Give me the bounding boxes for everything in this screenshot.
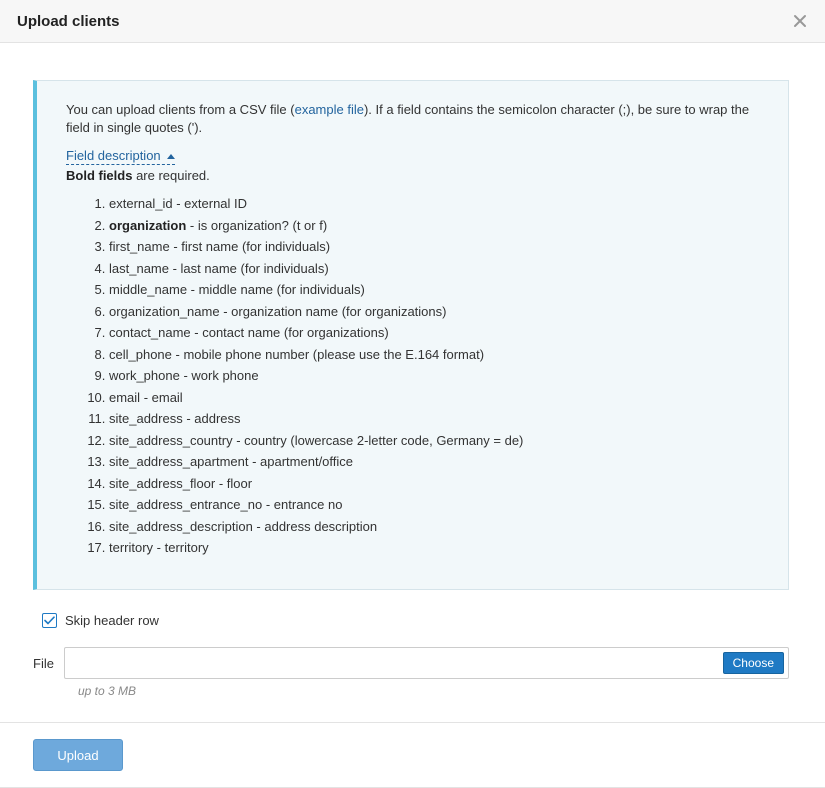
field-description: - floor xyxy=(215,475,253,491)
field-list-item xyxy=(109,322,758,344)
field-description: - entrance no xyxy=(262,497,343,512)
caret-up-icon xyxy=(167,154,175,159)
field-name: email xyxy=(109,389,141,405)
field-name: organization_name xyxy=(109,303,220,319)
field-list-item xyxy=(109,236,758,258)
field-description: - territory xyxy=(153,540,209,555)
field-description-label: Field description xyxy=(66,148,161,163)
field-description: - middle name (for individuals) xyxy=(187,282,365,297)
field-list xyxy=(66,193,758,559)
skip-header-row xyxy=(42,612,789,628)
modal-title: Upload clients xyxy=(17,12,120,30)
field-name: site_address_entrance_no xyxy=(109,497,263,512)
choose-file-button[interactable]: Choose xyxy=(723,652,784,674)
field-description: - contact name (for organizations) xyxy=(190,325,389,340)
intro-text xyxy=(66,101,758,137)
field-name: territory xyxy=(109,540,154,555)
example-file-link[interactable]: example file xyxy=(294,102,364,117)
field-name: work_phone xyxy=(109,368,180,383)
field-description: - email xyxy=(140,389,183,405)
field-list-item xyxy=(109,301,758,323)
file-size-hint: up to 3 MB xyxy=(78,684,137,698)
field-list-item xyxy=(109,193,758,215)
field-name: first_name xyxy=(109,239,170,254)
field-description: - organization name (for organizations) xyxy=(219,303,447,319)
file-label: File xyxy=(33,655,54,671)
field-list-item xyxy=(109,215,758,237)
intro-text-start: You can upload clients from a CSV file ( xyxy=(66,102,295,117)
field-description-toggle[interactable] xyxy=(66,148,175,165)
intro-text-end: ). If a field contains the semicolon character (;), be sure to wrap the field in single quotes ('). xyxy=(66,102,750,135)
field-list-item xyxy=(109,430,758,452)
field-description: - work phone xyxy=(179,368,259,383)
field-list-item xyxy=(109,279,758,301)
field-list-item xyxy=(109,408,758,430)
field-name: site_address_description xyxy=(109,518,253,534)
file-row xyxy=(33,647,789,679)
bold-fields-note xyxy=(66,167,758,185)
close-button[interactable] xyxy=(791,12,809,30)
field-name: site_address_floor xyxy=(109,475,216,491)
field-name: contact_name xyxy=(109,325,191,340)
field-name: cell_phone xyxy=(109,346,172,362)
skip-header-label[interactable]: Skip header row xyxy=(65,612,159,628)
field-description: - address xyxy=(182,411,241,426)
modal-footer xyxy=(0,722,825,788)
field-description: - apartment/office xyxy=(248,454,354,469)
field-name: site_address_apartment xyxy=(109,454,249,469)
field-description: - external ID xyxy=(172,196,248,211)
field-description: - address description xyxy=(252,518,378,534)
field-list-item xyxy=(109,387,758,409)
field-list-item xyxy=(109,258,758,280)
field-name: last_name xyxy=(109,260,169,276)
field-list-item xyxy=(109,365,758,387)
field-list-item xyxy=(109,494,758,516)
bold-fields-suffix: are required. xyxy=(132,168,210,183)
field-name: external_id xyxy=(109,196,173,211)
field-description: - mobile phone number (please use the E.164 format) xyxy=(171,346,485,362)
field-list-item xyxy=(109,537,758,559)
field-description: - first name (for individuals) xyxy=(169,239,331,254)
upload-button[interactable]: Upload xyxy=(33,739,123,771)
modal-header xyxy=(0,0,825,43)
field-list-item xyxy=(109,344,758,366)
skip-header-checkbox[interactable] xyxy=(42,613,57,628)
field-list-item xyxy=(109,451,758,473)
field-name: organization xyxy=(109,217,187,233)
field-list-item xyxy=(109,473,758,495)
file-input[interactable] xyxy=(64,647,789,679)
checkmark-icon xyxy=(44,616,55,625)
field-name: middle_name xyxy=(109,282,188,297)
field-name: site_address xyxy=(109,411,183,426)
field-name: site_address_country xyxy=(109,432,233,448)
modal-body xyxy=(0,43,825,698)
close-icon xyxy=(793,14,807,28)
field-description: - is organization? (t or f) xyxy=(186,217,328,233)
info-box xyxy=(33,80,789,590)
field-list-item xyxy=(109,516,758,538)
field-description: - last name (for individuals) xyxy=(168,260,329,276)
bold-fields-label: Bold fields xyxy=(66,168,133,183)
field-description: - country (lowercase 2-letter code, Germany = de) xyxy=(232,432,524,448)
